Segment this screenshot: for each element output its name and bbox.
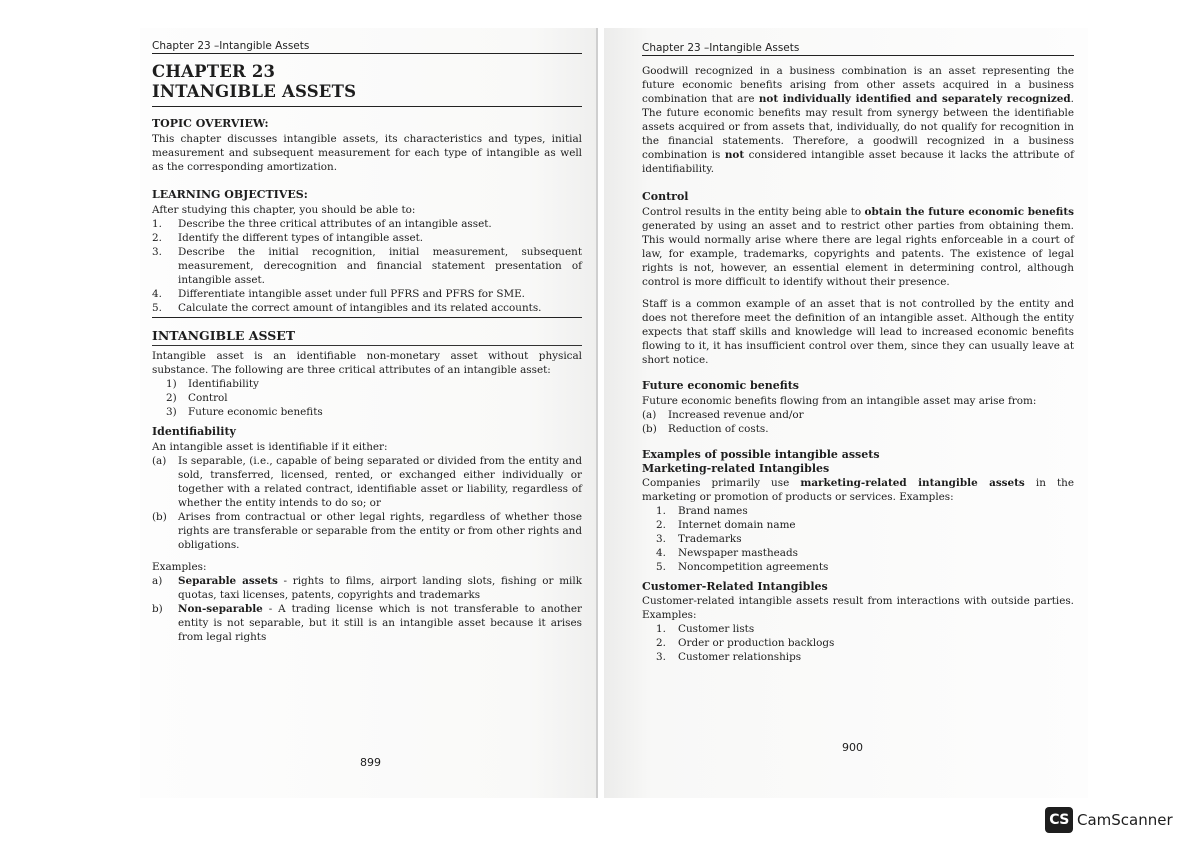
- running-header: Chapter 23 –Intangible Assets: [642, 42, 1074, 56]
- list-item: 1. Describe the three critical attributes of an intangible asset.: [152, 218, 492, 230]
- list-item: 3. Customer relationships: [656, 651, 802, 663]
- identifiability-intro: An intangible asset is identifiable if it either:: [152, 441, 388, 453]
- chapter-number: CHAPTER 23: [152, 62, 276, 81]
- chapter-title: INTANGIBLE ASSETS: [152, 82, 357, 101]
- future-benefits-list: [642, 408, 1074, 436]
- list-item: b) Non-separable - A trading license which is not transferable to another entity is not separable, but it still is an intangible asset because it arises from legal rights: [152, 603, 582, 643]
- list-item: (a) Is separable, (i.e., capable of being separated or divided from the entity and sold, transferred, licensed, rented, or exchanged either individually or together with a related contract, identifiable asset or liability, regardless of whether the entity intends to do so; or: [152, 455, 582, 509]
- right-page: [604, 28, 1088, 798]
- camscanner-watermark: [1045, 806, 1173, 834]
- camscanner-label: CamScanner: [1077, 811, 1173, 829]
- list-item: 2. Identify the different types of intangible asset.: [152, 232, 424, 244]
- learning-objectives-heading: LEARNING OBJECTIVES:: [152, 188, 308, 201]
- marketing-list: [642, 504, 1074, 574]
- staff-paragraph: Staff is a common example of an asset that is not controlled by the entity and does not therefore meet the definition of an intangible asset. Although the entity expects that staff skills and knowledge will lead to increased economic benefits flowing to it, it has insufficient control over them, since they can usually leave at short notice.: [642, 298, 1074, 366]
- attributes-list: [152, 377, 582, 419]
- list-item: a) Separable assets - rights to films, airport landing slots, fishing or milk quotas, taxi licenses, patents, copyrights and trademarks: [152, 575, 582, 601]
- objectives-rule: [152, 317, 582, 318]
- list-item: 4. Differentiate intangible asset under full PFRS and PFRS for SME.: [152, 288, 525, 300]
- page-number: 900: [842, 741, 863, 754]
- intangible-asset-heading: INTANGIBLE ASSET: [152, 328, 296, 343]
- list-item: 3. Trademarks: [656, 533, 742, 545]
- examples-list: [152, 574, 582, 644]
- control-paragraph: Control results in the entity being able to obtain the future economic benefits generated by using an asset and to restrict other parties from obtaining them. This would normally arise where there are legal rights enforceable in a court of law, for example, trademarks, copyrights and patents. The existence of legal rights is not, however, an essential element in determining control, although control is more difficult to identify without their presence.: [642, 206, 1074, 288]
- topic-overview-heading: TOPIC OVERVIEW:: [152, 117, 269, 130]
- running-header: Chapter 23 –Intangible Assets: [152, 40, 582, 54]
- list-item: 2. Internet domain name: [656, 519, 796, 531]
- customer-paragraph: Customer-related intangible assets result from interactions with outside parties. Examples:: [642, 595, 1074, 621]
- list-item: 2) Control: [166, 392, 228, 404]
- control-heading: Control: [642, 190, 689, 203]
- list-item: 1) Identifiability: [166, 378, 259, 390]
- marketing-heading: Marketing-related Intangibles: [642, 462, 830, 475]
- identifiability-heading: Identifiability: [152, 425, 236, 438]
- left-page: [140, 28, 598, 798]
- objectives-list: [152, 217, 582, 315]
- list-item: (b) Reduction of costs.: [642, 423, 769, 435]
- list-item: (a) Increased revenue and/or: [642, 409, 804, 421]
- list-item: 1. Customer lists: [656, 623, 755, 635]
- customer-list: [642, 622, 1074, 664]
- objectives-intro: After studying this chapter, you should be able to:: [152, 204, 416, 216]
- page-number: 899: [360, 756, 381, 769]
- definition-text: Intangible asset is an identifiable non-monetary asset without physical substance. The following are three critical attributes of an intangible asset:: [152, 350, 582, 376]
- examples-heading: Examples:: [152, 561, 207, 573]
- list-item: 2. Order or production backlogs: [656, 637, 835, 649]
- identifiability-list: [152, 454, 582, 552]
- future-benefits-intro: Future economic benefits flowing from an intangible asset may arise from:: [642, 395, 1037, 407]
- future-benefits-heading: Future economic benefits: [642, 379, 799, 392]
- list-item: 3) Future economic benefits: [166, 406, 323, 418]
- camscanner-logo-icon: CS: [1045, 807, 1073, 833]
- list-item: 1. Brand names: [656, 505, 748, 517]
- goodwill-paragraph: Goodwill recognized in a business combination is an asset representing the future economic benefits arising from other assets acquired in a business combination that are not individually identified and separately recognized. The future economic benefits may result from synergy between the identifiable assets acquired or from assets that, individually, do not qualify for recognition in the financial statements. Therefore, a goodwill recognized in a business combination is not considered intangible asset because it lacks the attribute of identifiability.: [642, 65, 1074, 175]
- list-item: 5. Noncompetition agreements: [656, 561, 829, 573]
- section-rule: [152, 345, 582, 346]
- marketing-paragraph: Companies primarily use marketing-related intangible assets in the marketing or promotion of products or services. Examples:: [642, 477, 1075, 503]
- topic-overview-text: This chapter discusses intangible assets, its characteristics and types, initial measurement and subsequent measurement for each type of intangible as well as the corresponding amortization.: [152, 133, 582, 173]
- list-item: 4. Newspaper mastheads: [656, 547, 798, 559]
- list-item: (b) Arises from contractual or other legal rights, regardless of whether those rights are transferable or separable from the entity or from other rights and obligations.: [152, 511, 582, 551]
- customer-heading: Customer-Related Intangibles: [642, 580, 828, 593]
- list-item: 3. Describe the initial recognition, initial measurement, subsequent measurement, derecognition and financial statement presentation of intangible asset.: [152, 246, 582, 286]
- title-rule: [152, 106, 582, 107]
- list-item: 5. Calculate the correct amount of intangibles and its related accounts.: [152, 302, 542, 314]
- examples-heading: Examples of possible intangible assets: [642, 448, 880, 461]
